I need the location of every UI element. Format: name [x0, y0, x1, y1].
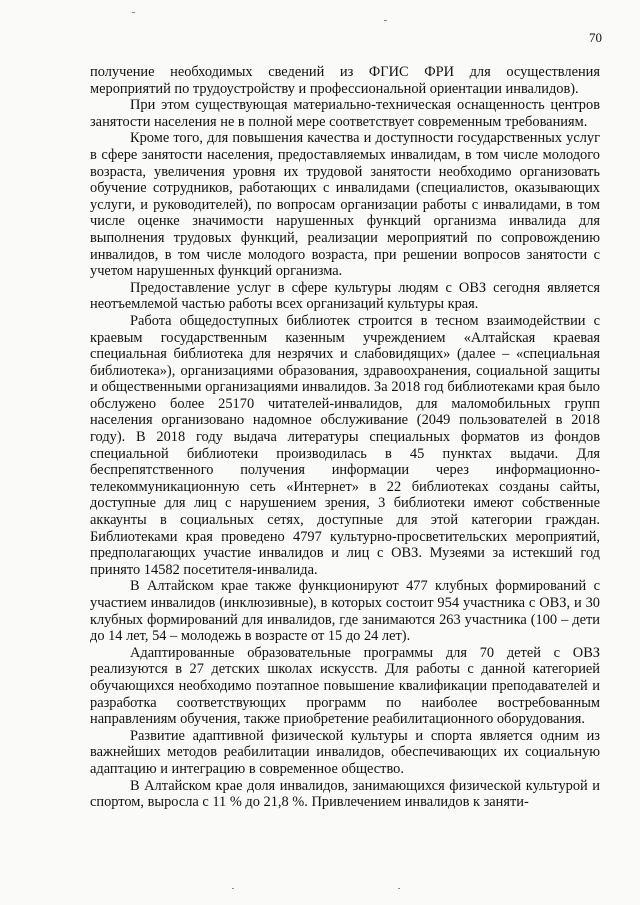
paragraph: получение необходимых сведений из ФГИС ФРИ для осуществления мероприятий по трудоустройству и профессиональной ориентации инвалидов). — [90, 64, 600, 97]
paragraph: Предоставление услуг в сфере культуры людям с ОВЗ сегодня является неотъемлемой частью работы всех организаций культуры края. — [90, 279, 600, 313]
paragraph: Кроме того, для повышения качества и доступности государственных услуг в сфере занятости населения, предоставляемых инвалидам, в том числе молодого возраста, увеличения уровня их трудовой занятости необходимо организовать обучение сотрудников, работающих с инвалидами (специалистов, оказывающих услуги, и руководителей), по вопросам организации работы с инвалидами, в том числе оценке значимости нарушенных функций организма инвалида для выполнения трудовых функций, реализации мероприятий по сопровождению инвалидов, в том числе молодого возраста, при решении вопросов занятости с учетом нарушенных функций организма. — [90, 130, 600, 280]
scan-speck — [232, 888, 234, 889]
paragraph: При этом существующая материально-техническая оснащенность центров занятости населения не в полной мере соответствует современным требованиям. — [90, 97, 600, 130]
page-number: 70 — [589, 30, 602, 45]
scan-speck — [398, 888, 400, 889]
paragraph: Работа общедоступных библиотек строится в тесном взаимодействии с краевым государственным казенным учреждением «Алтайская краевая специальная библиотека для незрячих и слабовидящих» (далее – «специальная библиотека»), организациями образования, здравоохранения, социальной защиты и общественными организациями инвалидов. За 2018 год библиотеками края было обслужено более 25170 читателей-инвалидов, для маломобильных групп населения организовано надомное обслуживание (2049 пользователей в 2018 году). В 2018 году выдача литературы специальных форматов из фондов специальной библиотеки производилась в 45 пунктах выдачи. Для беспрепятственного получения информации через информационно-телекоммуникационную сеть «Интернет» в 22 библиотеках созданы сайты, доступные для лиц с нарушением зрения, 3 библиотеки имеют собственные аккаунты в социальных сетях, доступные для этой категории граждан. Библиотеками края проведено 4797 культурно-просветительских мероприятий, предполагающих участие инвалидов и лиц с ОВЗ. Музеями за истекший год принято 14582 посетителя-инвалида. — [90, 312, 600, 578]
paragraph: В Алтайском крае также функционируют 477 клубных формирований с участием инвалидов (инклюзивные), в которых состоит 954 участника с ОВЗ, и 30 клубных формирований для инвалидов, где занимаются 263 участника (100 – дети до 14 лет, 54 – молодежь в возрасте от 15 до 24 лет). — [90, 578, 600, 645]
scan-speck — [384, 20, 387, 21]
body-text — [90, 64, 600, 811]
paragraph: Развитие адаптивной физической культуры и спорта является одним из важнейших методов реабилитации инвалидов, обеспечивающих их социальную адаптацию и интеграцию в современное общество. — [90, 727, 600, 777]
paragraph: Адаптированные образовательные программы для 70 детей с ОВЗ реализуются в 27 детских школах искусств. Для работы с данной категорией обучающихся необходимо поэтапное повышение квалификации преподавателей и разработка соответствующих программ по наиболее востребованным направлениям обучения, также приобретение реабилитационного оборудования. — [90, 644, 600, 728]
scan-speck — [132, 12, 135, 13]
paragraph: В Алтайском крае доля инвалидов, занимающихся физической культурой и спортом, выросла с 11 % до 21,8 %. Привлечением инвалидов к заняти- — [90, 777, 600, 811]
